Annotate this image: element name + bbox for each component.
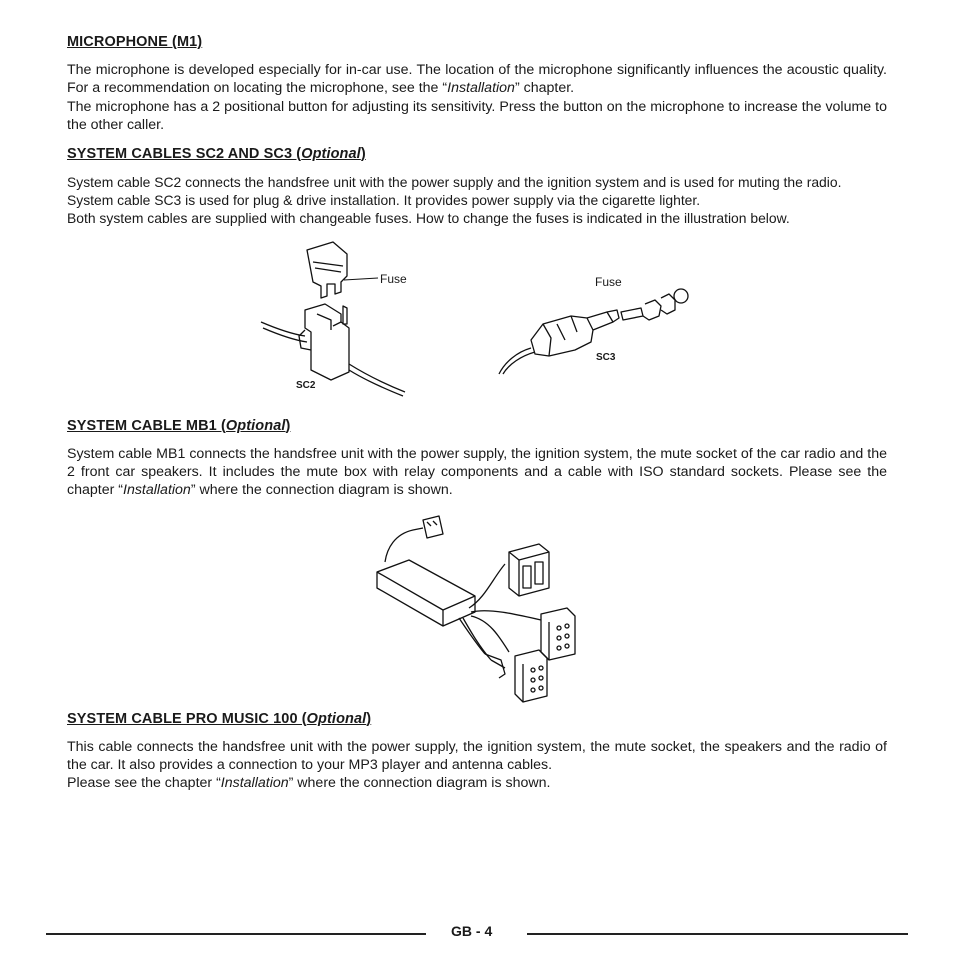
pro-music-paragraph-1: This cable connects the handsfree unit with the power supply, the ignition system, the mute socket, the speakers and the radio of the car. It also provides a connection to your MP3 player and antenna cables. (67, 739, 887, 774)
section-heading-microphone: MICROPHONE (M1) (67, 34, 203, 50)
sc2-fuse-label: Fuse (380, 272, 407, 286)
mb1-paragraph: System cable MB1 connects the handsfree unit with the power supply, the ignition system, the mute socket of the car radio and the 2 front car speakers. It includes the mute box with relay components and a cable with ISO standard sockets. Please see the chapter “Installation” where the connection diagram is shown. (67, 446, 887, 499)
microphone-paragraph-2: The microphone has a 2 positional button for adjusting its sensitivity. Press the button on the microphone to increase the volume to the other caller. (67, 99, 887, 134)
section-heading-pro-music: SYSTEM CABLE PRO MUSIC 100 (Optional) (67, 711, 372, 727)
footer-rule-right (527, 933, 908, 935)
sc3-cable-label: SC3 (596, 352, 616, 363)
section-heading-mb1: SYSTEM CABLE MB1 (Optional) (67, 418, 291, 434)
sc2-sc3-paragraph: System cable SC2 connects the handsfree unit with the power supply and the ignition system and is used for muting the radio. System cable SC3 is used for plug & drive installation. It provides power supply via the cigarette lighter. Both system cables are supplied with changeable fuses. How to change the fuses is indicated in the illustration below. (67, 174, 842, 227)
sc3-fuse-illustration (495, 278, 700, 378)
page-number: GB - 4 (451, 923, 493, 939)
mb1-cable-illustration (375, 512, 595, 708)
section-heading-sc2-sc3: SYSTEM CABLES SC2 AND SC3 (Optional) (67, 146, 366, 162)
sc2-cable-label: SC2 (296, 380, 316, 391)
microphone-paragraph-1: The microphone is developed especially for in-car use. The location of the microphone significantly influences the acoustic quality. For a recommendation on locating the microphone, see the “Installation” chapter. (67, 62, 887, 97)
sc2-leader-line (342, 268, 382, 288)
sc2-fuse-illustration (255, 238, 415, 398)
pro-music-paragraph-2: Please see the chapter “Installation” where the connection diagram is shown. (67, 775, 551, 791)
footer-rule-left (46, 933, 426, 935)
sc3-fuse-label: Fuse (595, 275, 622, 289)
